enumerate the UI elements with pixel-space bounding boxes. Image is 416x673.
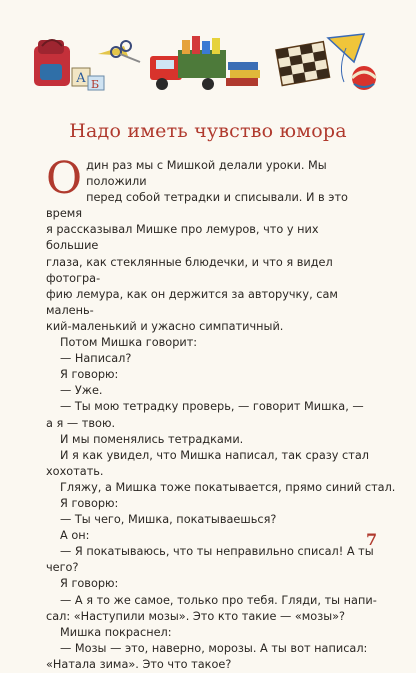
dialogue-lines bbox=[46, 335, 396, 673]
text-line: перед собой тетрадки и списывали. И в это время bbox=[46, 191, 348, 221]
text-line: кий-маленький и ужасно симпатичный. bbox=[46, 319, 284, 333]
first-paragraph bbox=[46, 153, 372, 335]
text-line: — А я то же самое, только про тебя. Гляди, ты напи- bbox=[60, 593, 377, 607]
text-line: — Ты чего, Мишка, покатываешься? bbox=[60, 513, 277, 527]
text-line: хохотать. bbox=[46, 464, 104, 478]
backpack-icon bbox=[34, 40, 70, 86]
text-line: сал: «Наступили мозы». Это кто такие — «мозы»? bbox=[46, 609, 346, 623]
text-line: — Ты мою тетрадку проверь, — говорит Мишка, — bbox=[60, 400, 364, 414]
books-icon bbox=[226, 62, 260, 86]
text-line: И я как увидел, что Мишка написал, так сразу стал bbox=[60, 448, 369, 462]
chapter-title: Надо иметь чувство юмора bbox=[69, 120, 347, 142]
header-illustration bbox=[28, 32, 388, 98]
text-line: фию лемура, как он держится за авторучку, сам малень- bbox=[46, 287, 338, 317]
text-line: Мишка покраснел: bbox=[60, 625, 172, 639]
text-line: Потом Мишка говорит: bbox=[60, 336, 198, 350]
text-line: Гляжу, а Мишка тоже покатывается, прямо синий стал. bbox=[60, 480, 396, 494]
text-line: Я говорю: bbox=[60, 368, 119, 382]
letter-blocks-icon bbox=[72, 46, 128, 91]
toy-truck-icon bbox=[150, 36, 226, 90]
text-line: А он: bbox=[60, 529, 90, 543]
chessboard-icon bbox=[276, 42, 330, 86]
text-line: глаза, как стеклянные блюдечки, и что я видел фотогра- bbox=[46, 255, 333, 285]
text-line: Я говорю: bbox=[60, 496, 119, 510]
svg-text:А: А bbox=[76, 71, 86, 86]
text-line: дин раз мы с Мишкой делали уроки. Мы положили bbox=[86, 159, 327, 189]
text-line: «Натала зима». Это что такое? bbox=[46, 657, 232, 671]
text-line: И мы поменялись тетрадками. bbox=[60, 432, 244, 446]
text-line: а я — твою. bbox=[46, 416, 116, 430]
text-line: — Написал? bbox=[60, 352, 132, 366]
text-line: я рассказывал Мишке про лемуров, что у них большие bbox=[46, 223, 319, 253]
svg-text:Б: Б bbox=[91, 78, 100, 91]
page-number: 7 bbox=[366, 530, 378, 549]
ball-icon bbox=[352, 66, 376, 90]
text-line: — Я покатываюсь, что ты неправильно списал! А ты bbox=[60, 545, 374, 559]
text-line: Я говорю: bbox=[60, 577, 119, 591]
drop-cap: О bbox=[46, 153, 83, 204]
text-line: — Мозы — это, наверно, морозы. А ты вот написал: bbox=[60, 641, 368, 655]
text-line: — Уже. bbox=[60, 384, 103, 398]
story-text bbox=[46, 153, 396, 673]
text-line: чего? bbox=[46, 561, 79, 575]
